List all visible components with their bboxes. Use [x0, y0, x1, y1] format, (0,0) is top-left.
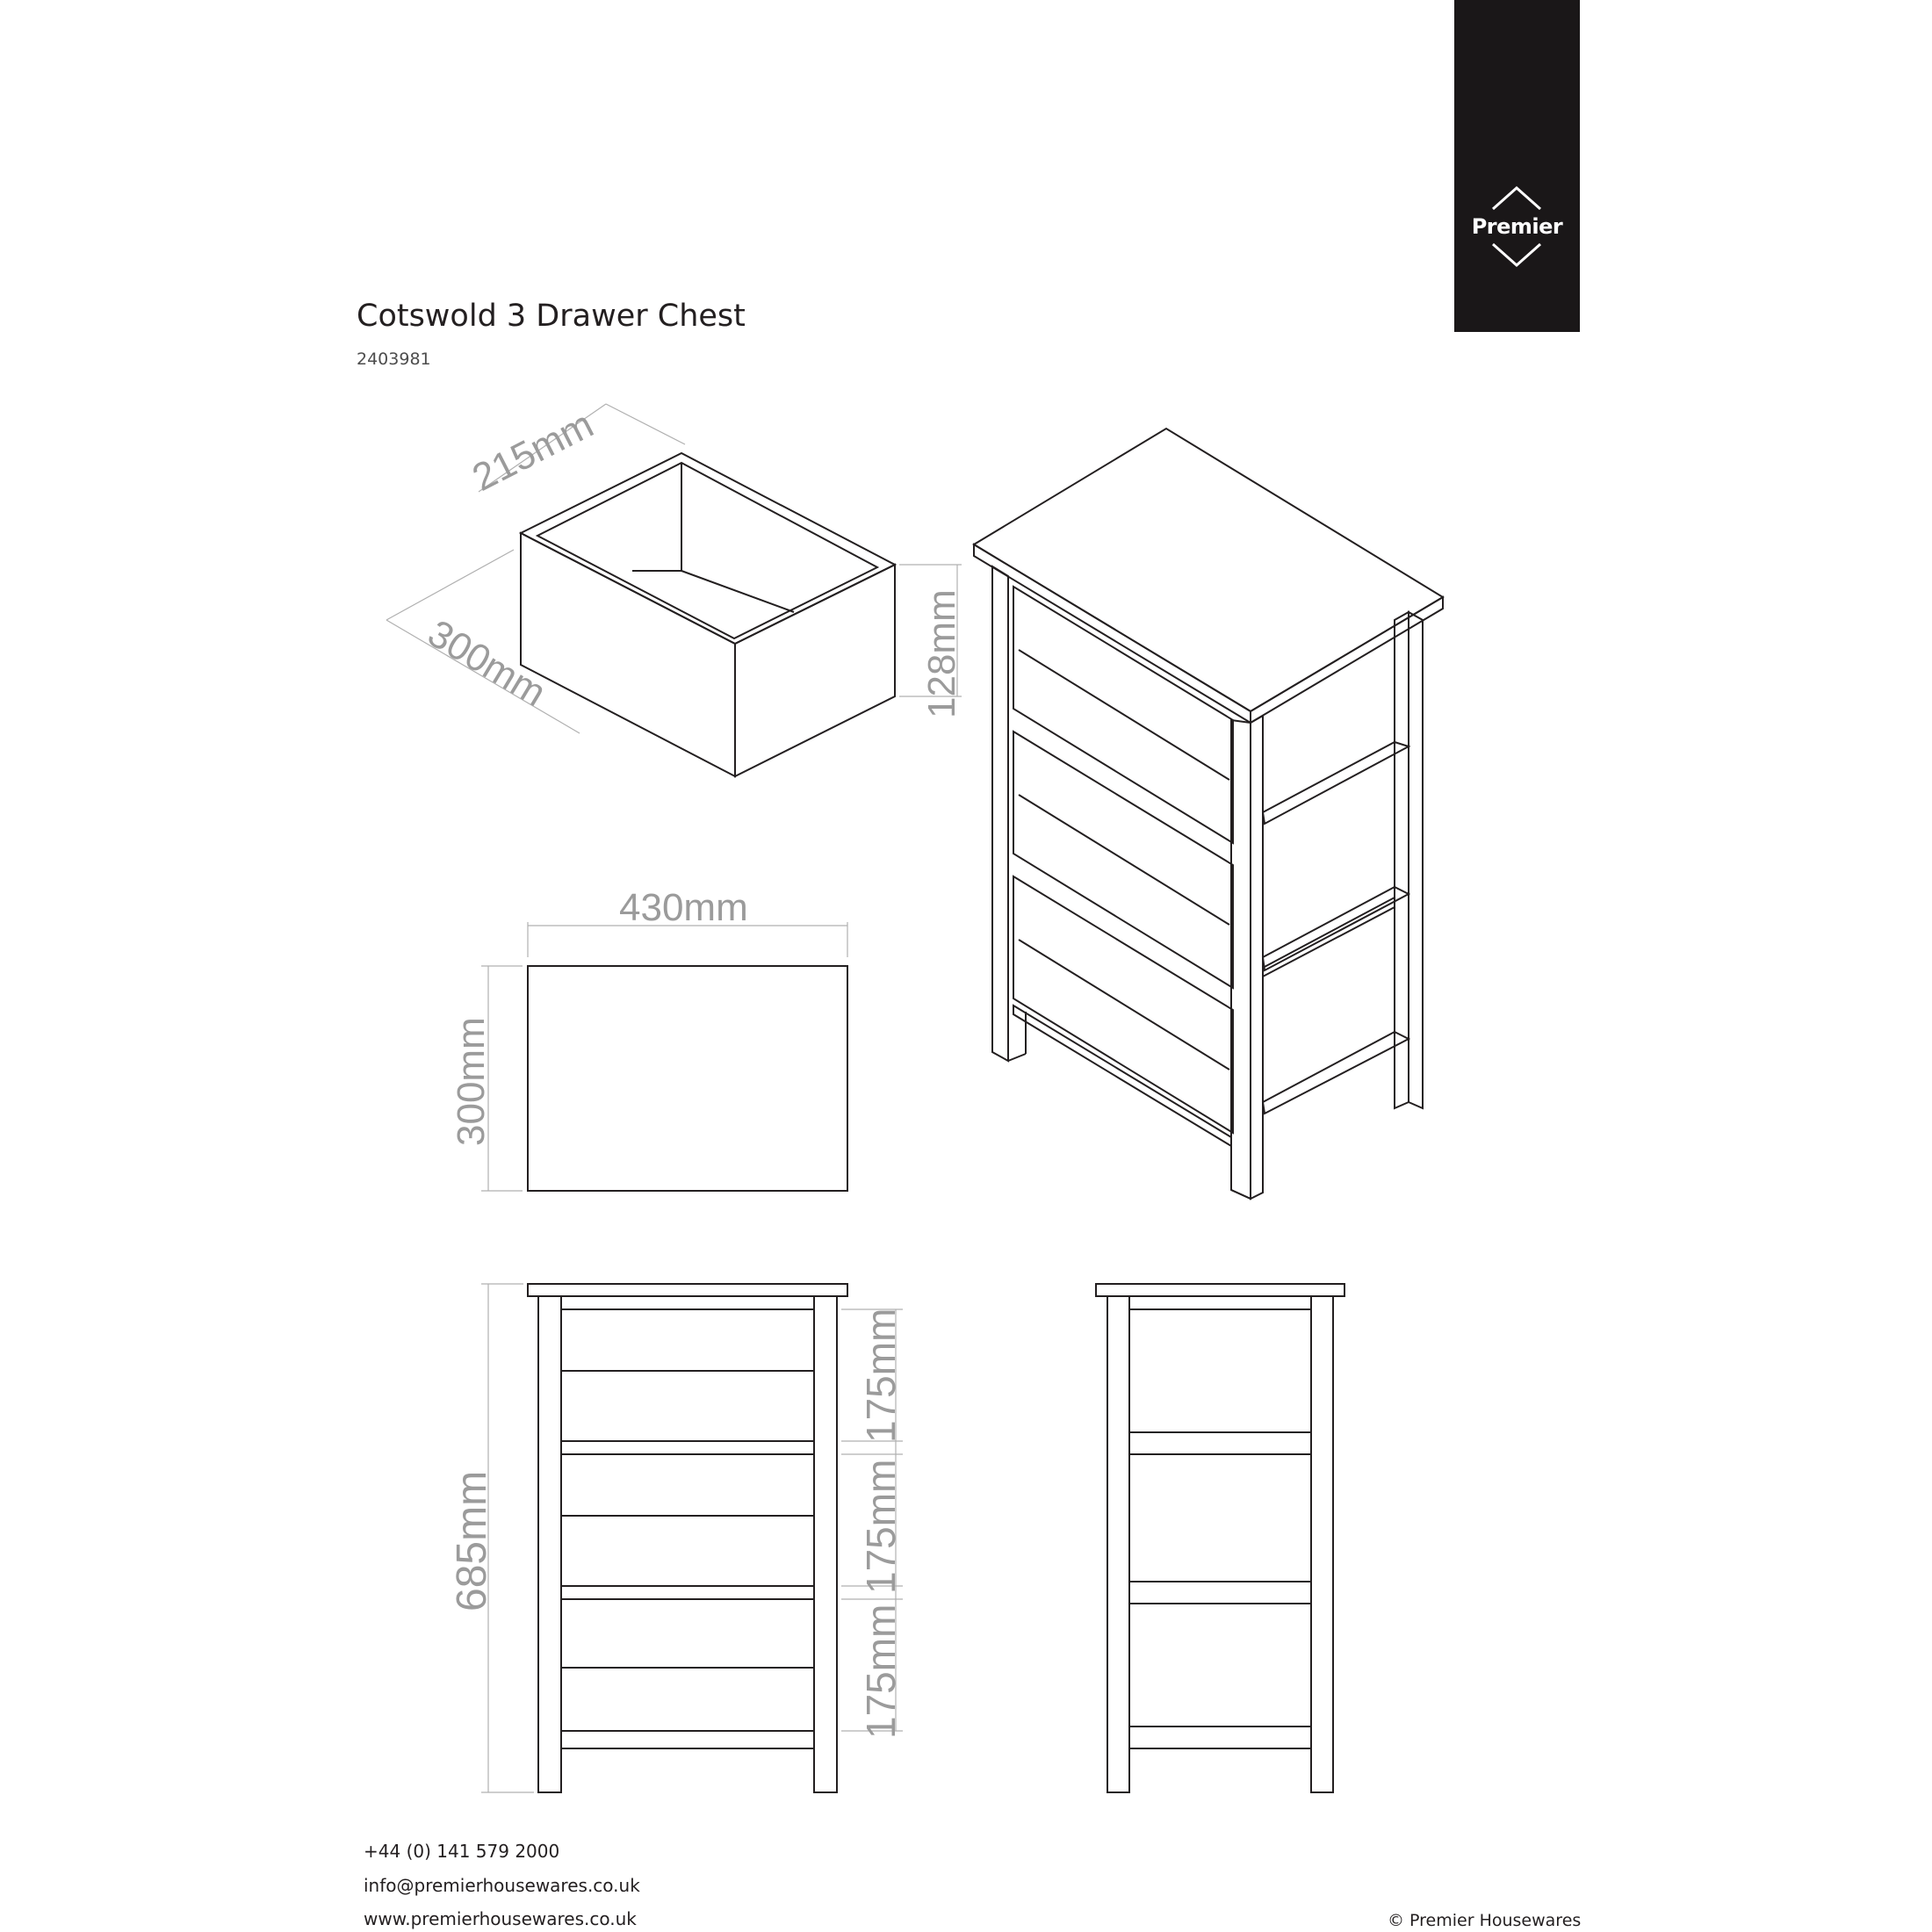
- top-view-dimension-lines: [481, 922, 847, 1191]
- drawer-width-label: 300mm: [420, 611, 553, 716]
- contact-phone: +44 (0) 141 579 2000: [364, 1841, 560, 1862]
- drawer-slot-2-label: 175mm: [858, 1459, 904, 1594]
- top-view: [528, 966, 847, 1191]
- front-view: [528, 1284, 847, 1792]
- side-view: [1096, 1284, 1344, 1792]
- front-view-dimension-lines: [481, 1284, 903, 1792]
- product-title: Cotswold 3 Drawer Chest: [357, 299, 746, 334]
- drawer-height-label: 128mm: [920, 589, 963, 718]
- drawer-isometric: [521, 453, 895, 776]
- copyright-notice: © Premier Housewares: [1388, 1911, 1582, 1930]
- chest-isometric: [974, 429, 1443, 1199]
- drawer-depth-label: 215mm: [465, 402, 601, 500]
- top-width-label: 430mm: [619, 886, 748, 929]
- drawer-slot-1-label: 175mm: [858, 1308, 904, 1443]
- overall-height-label: 685mm: [449, 1470, 495, 1611]
- top-depth-label: 300mm: [450, 1017, 493, 1146]
- product-code: 2403981: [357, 350, 431, 369]
- contact-email[interactable]: info@premierhousewares.co.uk: [364, 1875, 640, 1896]
- drawer-slot-3-label: 175mm: [858, 1604, 904, 1739]
- brand-logo-text: Premier: [1471, 214, 1563, 239]
- contact-website[interactable]: www.premierhousewares.co.uk: [364, 1908, 637, 1929]
